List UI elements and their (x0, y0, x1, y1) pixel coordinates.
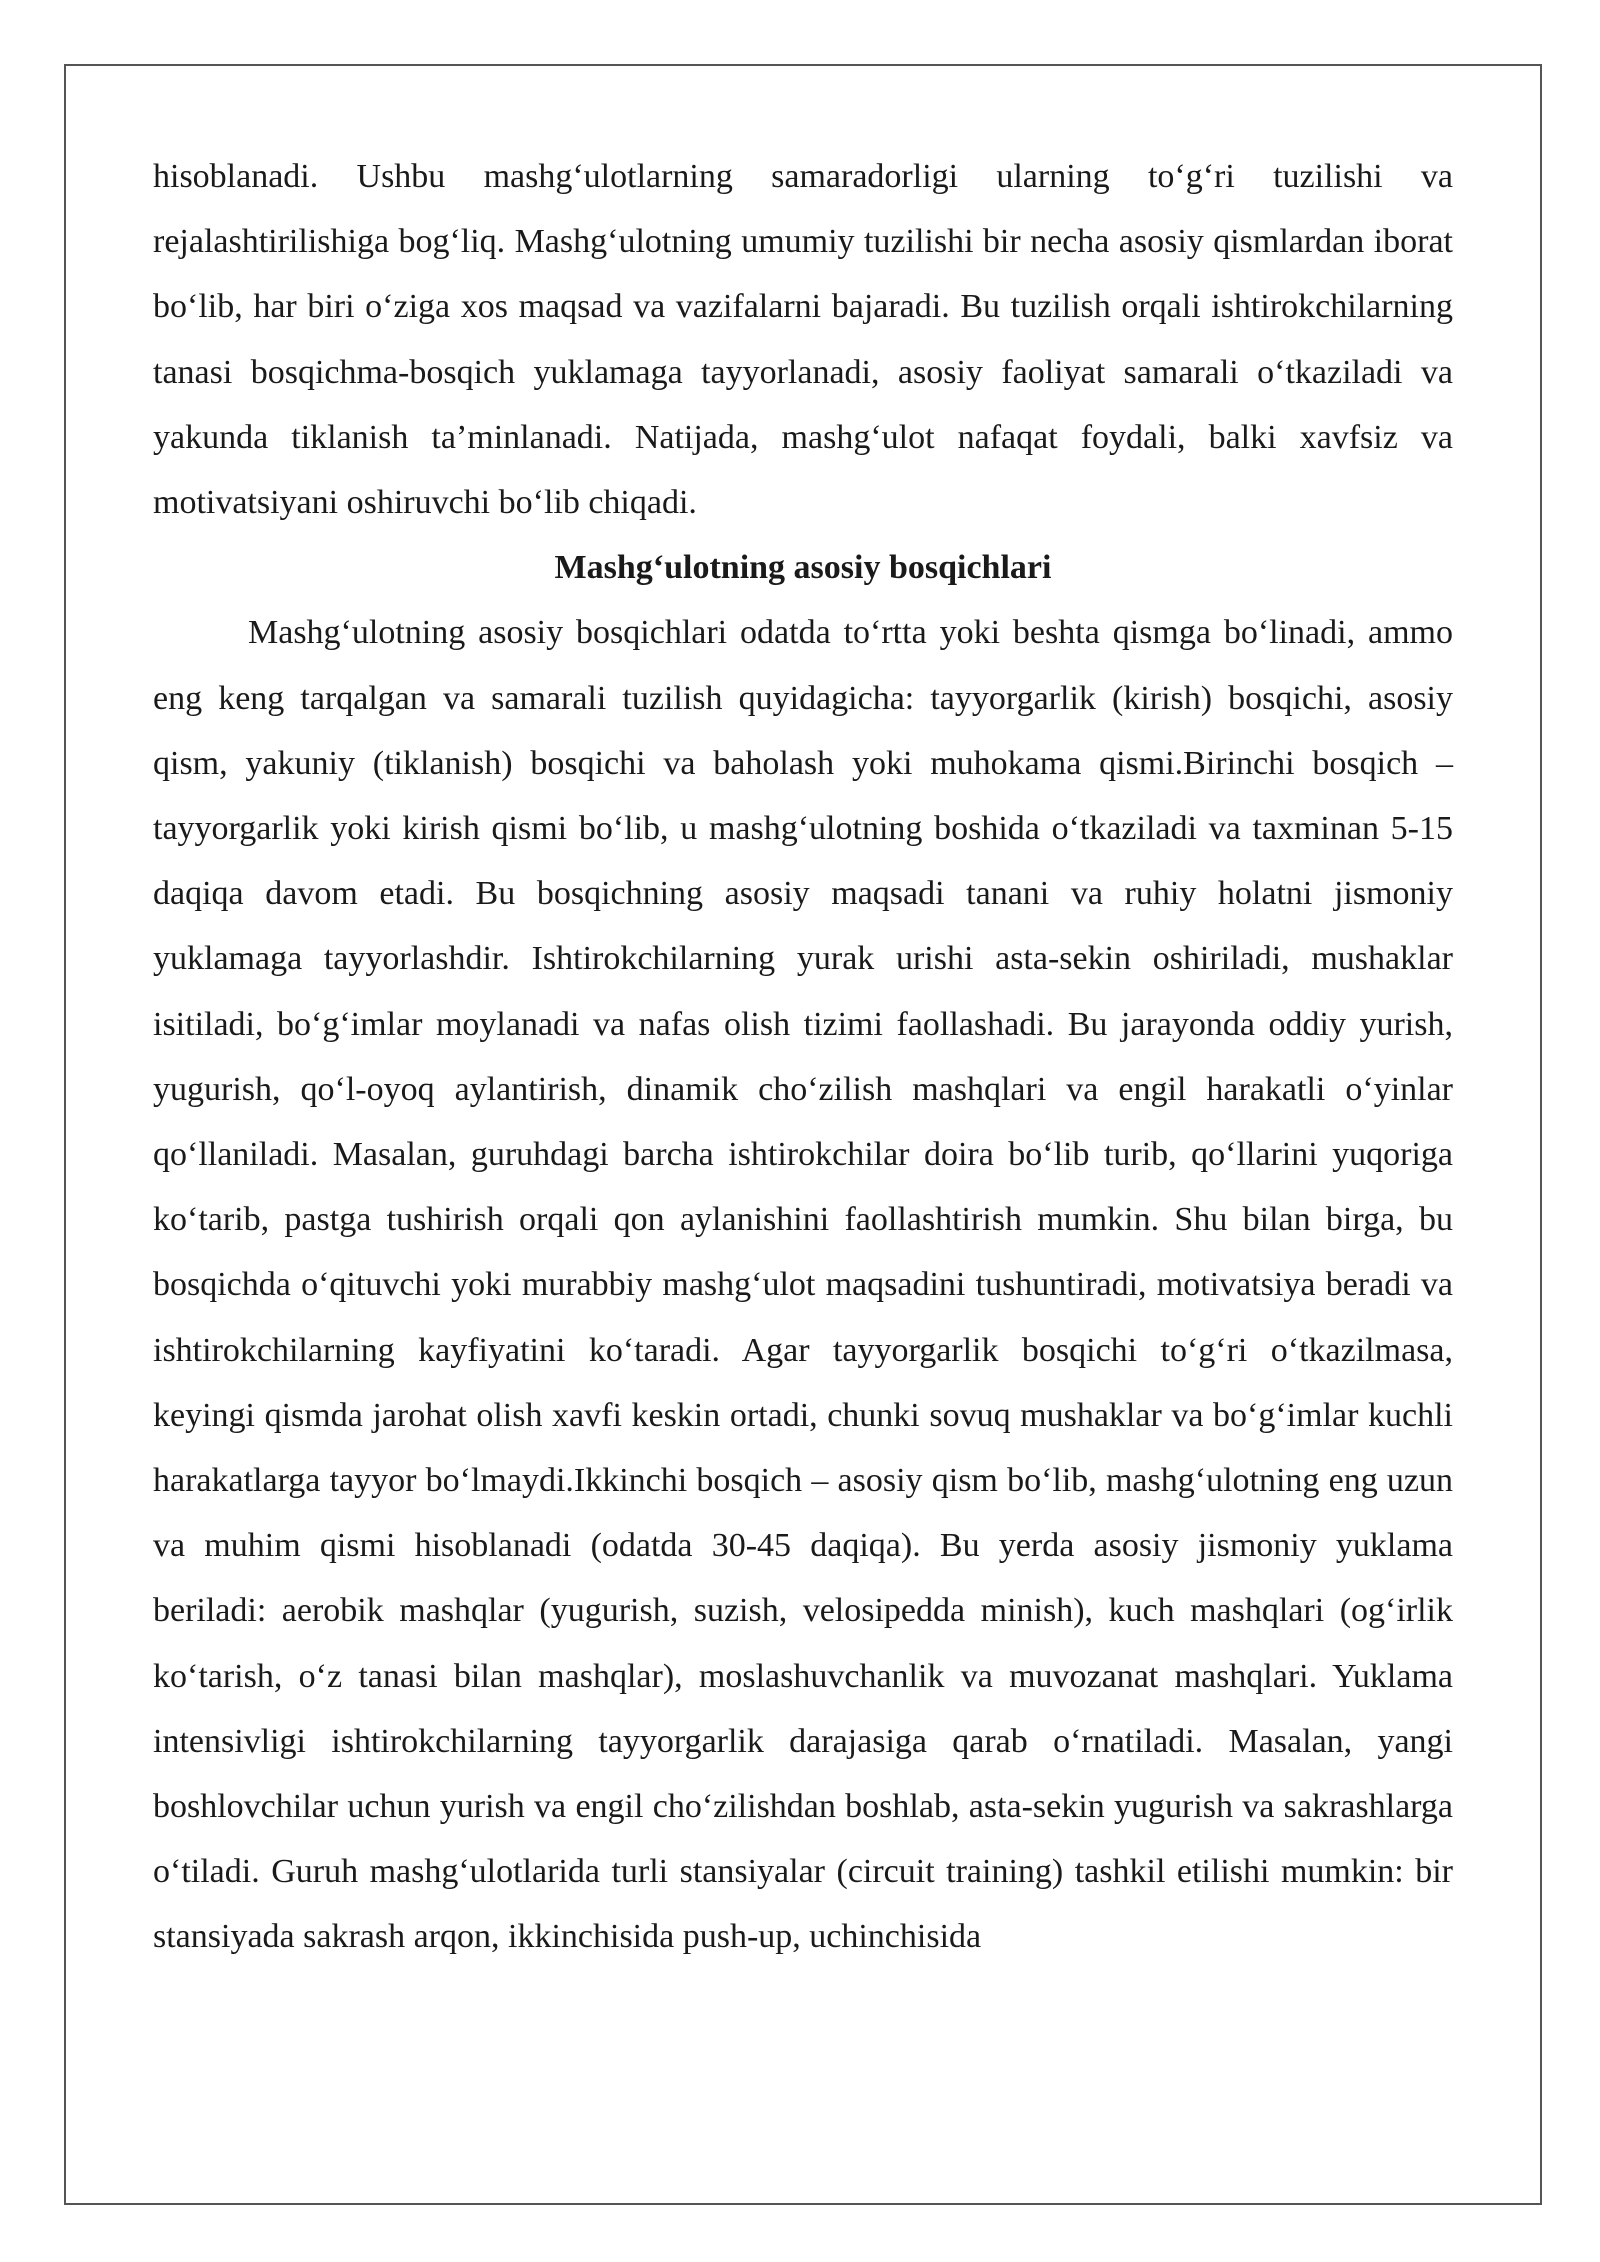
paragraph-main: Mashg‘ulotning asosiy bosqichlari odatda to‘rtta yoki beshta qismga bo‘linadi, ammo eng keng tarqalgan va samarali tuzilish quyidagicha: tayyorgarlik (kirish) bosqichi, asosiy qism, yakuniy (tiklanish) bosqichi va baholash yoki muhokama qismi.Birinchi bosqich – tayyorgarlik yoki kirish qismi bo‘lib, u mashg‘ulotning boshida o‘tkaziladi va taxminan 5-15 daqiqa davom etadi. Bu bosqichning asosiy maqsadi tanani va ruhiy holatni jismoniy yuklamaga tayyorlashdir. Ishtirokchilarning yurak urishi asta-sekin oshiriladi, mushaklar isitiladi, bo‘g‘imlar moylanadi va nafas olish tizimi faollashadi. Bu jarayonda oddiy yurish, yugurish, qo‘l-oyoq aylantirish, dinamik cho‘zilish mashqlari va engil harakatli o‘yinlar qo‘llaniladi. Masalan, guruhdagi barcha ishtirokchilar doira bo‘lib turib, qo‘llarini yuqoriga ko‘tarib, pastga tushirish orqali qon aylanishini faollashtirish mumkin. Shu bilan birga, bu bosqichda o‘qituvchi yoki murabbiy mashg‘ulot maqsadini tushuntiradi, motivatsiya beradi va ishtirokchilarning kayfiyatini ko‘taradi. Agar tayyorgarlik bosqichi to‘g‘ri o‘tkazilmasa, keyingi qismda jarohat olish xavfi keskin ortadi, chunki sovuq mushaklar va bo‘g‘imlar kuchli harakatlarga tayyor bo‘lmaydi.Ikkinchi bosqich – asosiy qism bo‘lib, mashg‘ulotning eng uzun va muhim qismi hisoblanadi (odatda 30-45 daqiqa). Bu yerda asosiy jismoniy yuklama beriladi: aerobik mashqlar (yugurish, suzish, velosipedda minish), kuch mashqlari (og‘irlik ko‘tarish, o‘z tanasi bilan mashqlar), moslashuvchanlik va muvozanat mashqlari. Yuklama intensivligi ishtirokchilarning tayyorgarlik darajasiga qarab o‘rnatiladi. Masalan, yangi boshlovchilar uchun yurish va engil cho‘zilishdan boshlab, asta-sekin yugurish va sakrashlarga o‘tiladi. Guruh mashg‘ulotlarida turli stansiyalar (circuit training) tashkil etilishi mumkin: bir stansiyada sakrash arqon, ikkinchisida push-up, uchinchisida (153, 614, 1453, 1956)
section-heading: Mashg‘ulotning asosiy bosqichlari (554, 549, 1052, 587)
document-body (153, 144, 1453, 1970)
paragraph-intro: hisoblanadi. Ushbu mashg‘ulotlarning samaradorligi ularning to‘g‘ri tuzilishi va rejalashtirilishiga bog‘liq. Mashg‘ulotning umumiy tuzilishi bir necha asosiy qismlardan iborat bo‘lib, har biri o‘ziga xos maqsad va vazifalarni bajaradi. Bu tuzilish orqali ishtirokchilarning tanasi bosqichma-bosqich yuklamaga tayyorlanadi, asosiy faoliyat samarali o‘tkaziladi va yakunda tiklanish ta’minlanadi. Natijada, mashg‘ulot nafaqat foydali, balki xavfsiz va motivatsiyani oshiruvchi bo‘lib chiqadi. (153, 158, 1453, 522)
